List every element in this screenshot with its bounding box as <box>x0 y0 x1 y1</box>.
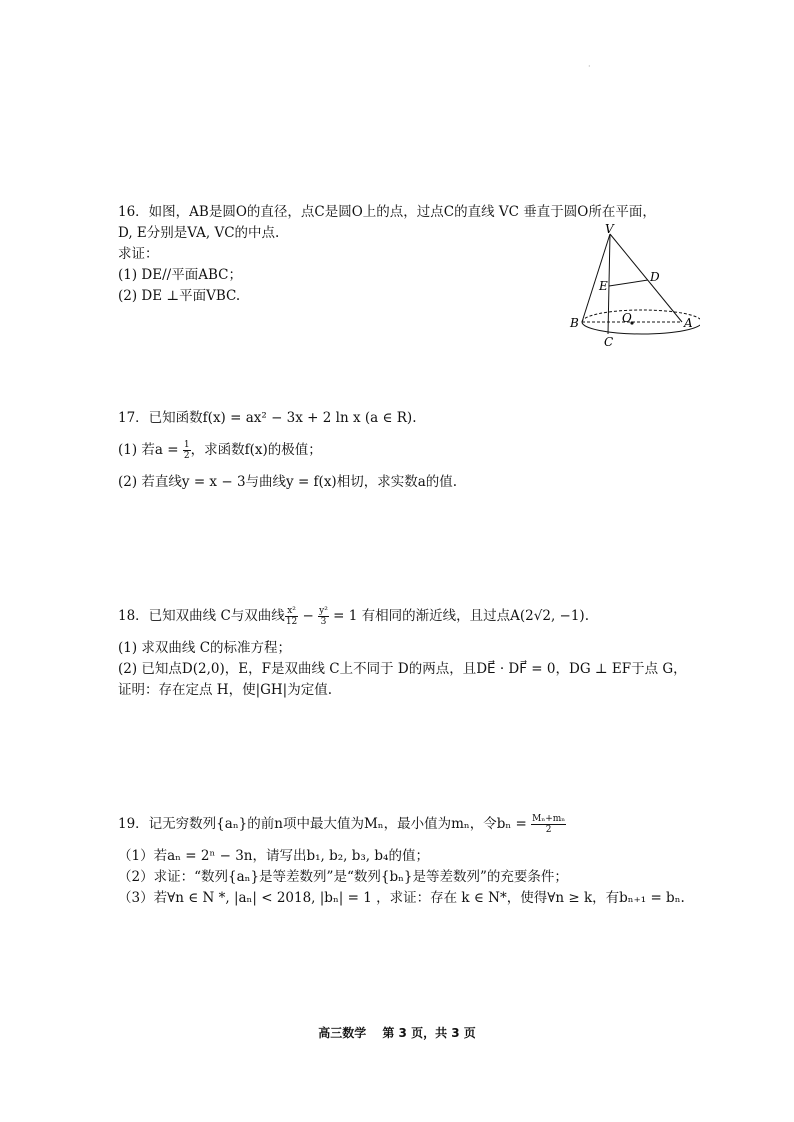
q17-line2-post: ，求函数f(x)的极值； <box>190 442 322 458</box>
q18-frac2-den: 3 <box>320 617 327 627</box>
q18-minus: − <box>298 608 319 624</box>
edge-vb <box>582 234 610 322</box>
q19-line1-pre: 19．记无穷数列{aₙ}的前n项中最大值为Mₙ，最小值为mₙ，令bₙ = <box>118 816 532 832</box>
q16-line5: (2) DE ⊥平面VBC. <box>118 288 241 304</box>
q19-line3: （2）求证：“数列{aₙ}是等差数列”是“数列{bₙ}是等差数列”的充要条件； <box>118 869 568 885</box>
q17-frac-den: 2 <box>183 451 190 461</box>
corner-mark: · <box>588 62 591 71</box>
label-b: B <box>570 316 579 330</box>
label-a: A <box>684 316 693 330</box>
base-front-arc <box>582 322 700 334</box>
label-e: E <box>599 279 608 293</box>
q18-fraction-y <box>318 606 329 627</box>
q16-line3: 求证： <box>118 246 159 262</box>
q18-line2: (1) 求双曲线 C的标准方程； <box>118 640 292 656</box>
q17-line2-pre: (1) 若a = <box>118 442 183 458</box>
segment-ed <box>609 280 648 286</box>
page-footer: 高三数学 第 3 页，共 3 页 <box>318 1026 476 1040</box>
q19-line4: （3）若∀n ∈ N *, |aₙ| < 2018, |bₙ| = 1 ，求证：存在 k ∈ N*，使得∀n ≥ k，有bₙ₊₁ = bₙ. <box>118 890 685 906</box>
q17-line1: 17．已知函数f(x) = ax² − 3x + 2 ln x (a ∈ R). <box>118 410 417 426</box>
q17-fraction <box>183 440 191 461</box>
q16-line1: 16．如图，AB是圆O的直径，点C是圆O上的点，过点C的直线 VC 垂直于圆O所在平面， <box>118 204 656 220</box>
base-back-arc <box>582 310 700 322</box>
q19-frac-num: Mₙ+mₙ <box>532 814 566 824</box>
label-o: O <box>622 311 632 325</box>
edge-va <box>610 234 682 322</box>
q16-line2: D, E分别是VA, VC的中点. <box>118 225 280 241</box>
label-c: C <box>604 335 614 349</box>
label-v: V <box>605 222 614 236</box>
cone-figure <box>560 222 700 350</box>
q17-frac-num: 1 <box>183 440 190 450</box>
q18-line3: (2) 已知点D(2,0)，E，F是双曲线 C上不同于 D的两点，且DE⃗ · DF⃗ = 0，DG ⊥ EF于点 G， <box>118 661 687 677</box>
q17-line2 <box>118 440 322 461</box>
q19-line1 <box>118 814 566 835</box>
q18-frac1-den: 12 <box>285 617 298 627</box>
q18-line1 <box>118 606 589 627</box>
q19-line2: （1）若aₙ = 2ⁿ − 3n，请写出b₁, b₂, b₃, b₄的值； <box>118 848 429 864</box>
edge-vc <box>608 234 610 334</box>
q18-frac1-num: x² <box>285 606 298 617</box>
q16-line4: (1) DE//平面ABC； <box>118 267 242 283</box>
q19-fraction <box>531 814 566 835</box>
q18-fraction-x <box>285 606 298 627</box>
label-d: D <box>650 270 660 284</box>
q18-line4: 证明：存在定点 H，使|GH|为定值. <box>118 682 333 698</box>
q17-line3: (2) 若直线y = x − 3与曲线y = f(x)相切，求实数a的值. <box>118 474 458 490</box>
q18-frac2-num: y² <box>319 606 328 616</box>
q19-frac-den: 2 <box>545 825 552 835</box>
q18-line1-pre: 18．已知双曲线 C与双曲线 <box>118 608 285 624</box>
q18-line1-post: = 1 有相同的渐近线，且过点A(2√2, −1). <box>328 608 589 624</box>
